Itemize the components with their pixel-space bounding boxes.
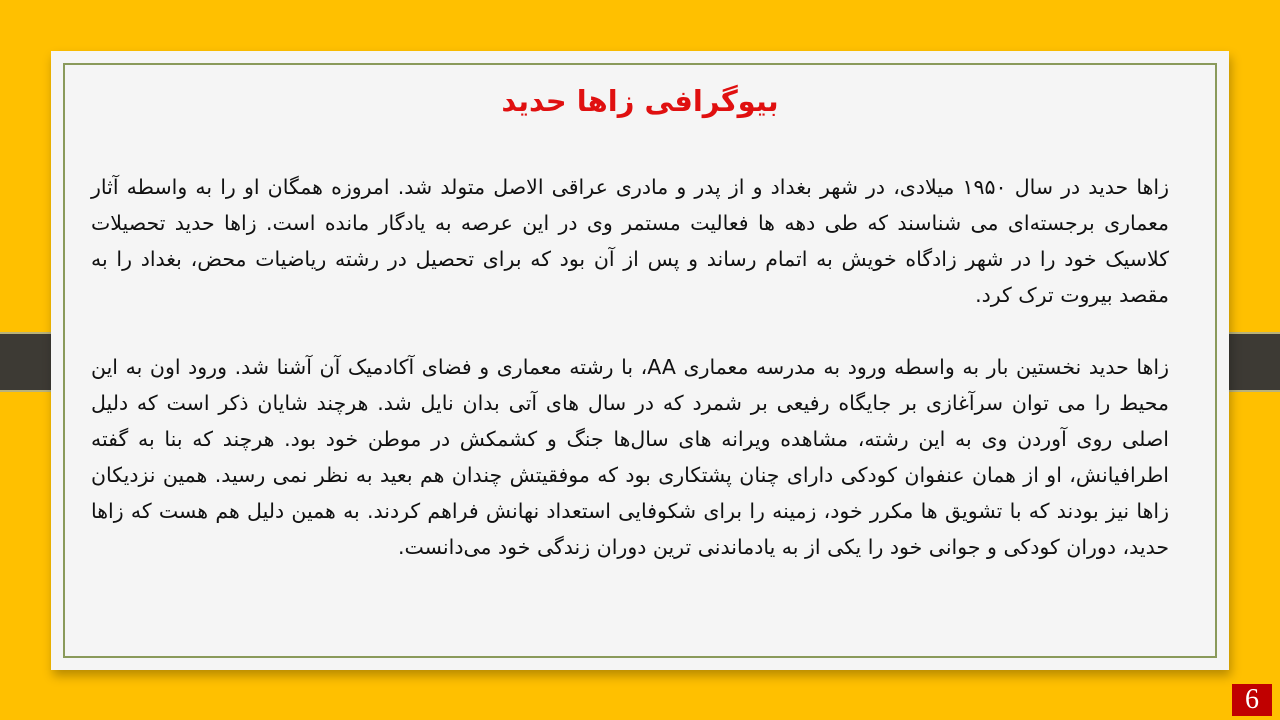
paragraph-2: زاها حدید نخستین بار به واسطه ورود به مدرسه معماری AA، با رشته معماری و فضای آکادمیک آن آشنا شد. ورود اون به این محیط را می توان سرآغازی بر جایگاه رفیعی بر شمرد که در سال های آتی بدان نایل شد. هرچند شایان ذکر است که دلیل اصلی روی آوردن وی به این رشته، مشاهده ویرانه های سال‌ها جنگ و کشمکش در موطن خود بود. هرچند که بنا به گفته اطرافیانش، او از همان عنفوان کودکی دارای چنان پشتکاری بود که موفقیتش چندان هم بعید به نظر نمی رسید. همین نزدیکان زاها نیز بودند که با تشویق ها مکرر خود، زمینه را برای شکوفایی استعداد نهانش فراهم کردند. به همین دلیل هم هست که زاها حدید، دوران کودکی و جوانی خود را یکی از به یادماندنی ترین دوران زندگی خود می‌دانست.	[91, 355, 1170, 559]
paragraph-1: زاها حدید در سال ۱۹۵۰ میلادی، در شهر بغداد و از پدر و مادری عراقی الاصل متولد شد. امروزه همگان او را به واسطه آثار معماری برجسته‌ای می شناسند که طی دهه ها فعالیت مستمر وی در این عرصه به یادگار مانده است. زاها حدید تحصیلات کلاسیک خود را در شهر زادگاه خویش به اتمام رساند و پس از آن بود که برای تحصیل در رشته ریاضیات محض، بغداد را به مقصد بیروت ترک کرد.	[91, 175, 1169, 307]
page-number: 6	[1232, 684, 1272, 716]
slide-body	[91, 169, 1169, 565]
slide-title: بیوگرافی زاها حدید	[501, 84, 779, 118]
slide-card	[51, 51, 1229, 670]
